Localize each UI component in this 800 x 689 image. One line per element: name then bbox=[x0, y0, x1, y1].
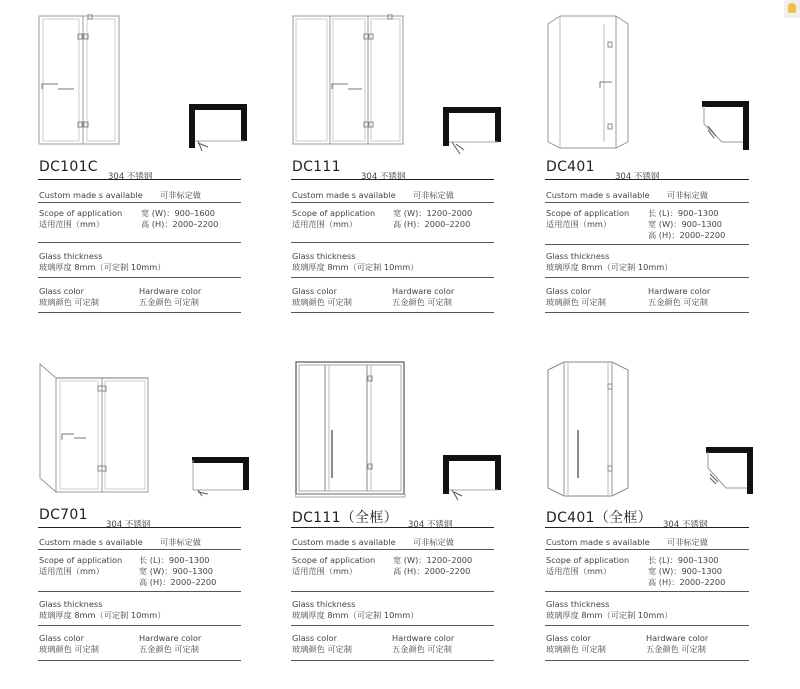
divider bbox=[38, 202, 241, 203]
divider bbox=[38, 527, 241, 528]
dimension-value: 高 (H)：2000–2200 bbox=[393, 219, 471, 229]
dimension-value: 高 (H)：2000–2200 bbox=[139, 577, 217, 587]
glass-thickness-value: 玻璃厚度 8mm（可定制 10mm） bbox=[546, 262, 673, 272]
dimension-value: 宽 (W)：1200–2000 bbox=[393, 555, 473, 565]
shower-front-drawing bbox=[546, 14, 630, 150]
dimension-value: 高 (H)：2000–2200 bbox=[648, 577, 726, 587]
divider bbox=[545, 179, 749, 180]
divider bbox=[291, 277, 494, 278]
divider bbox=[38, 179, 241, 180]
hardware-color-value: 五金颜色 可定制 bbox=[392, 297, 452, 307]
dimension-value: 高 (H)：2000–2200 bbox=[141, 219, 219, 229]
glass-color-label: Glass color bbox=[292, 633, 337, 643]
floor-plan-drawing bbox=[704, 446, 754, 496]
hardware-color-value: 五金颜色 可定制 bbox=[392, 644, 452, 654]
dimension-value: 宽 (W)：1200–2000 bbox=[393, 208, 473, 218]
divider bbox=[291, 202, 494, 203]
divider bbox=[545, 591, 749, 592]
divider bbox=[545, 312, 749, 313]
hardware-color-value: 五金颜色 可定制 bbox=[139, 297, 199, 307]
glass-color-label: Glass color bbox=[292, 286, 337, 296]
glass-color-label: Glass color bbox=[39, 633, 84, 643]
divider bbox=[545, 244, 749, 245]
scope-cn: 适用范围（mm） bbox=[546, 566, 612, 576]
divider bbox=[545, 527, 749, 528]
model-name: DC401（全框） bbox=[546, 510, 652, 526]
divider bbox=[38, 591, 241, 592]
hardware-color-label: Hardware color bbox=[139, 286, 202, 296]
scope-cn: 适用范围（mm） bbox=[292, 566, 358, 576]
model-name: DC111（全框） bbox=[292, 510, 398, 526]
shower-front-drawing bbox=[292, 14, 406, 146]
glass-color-label: Glass color bbox=[39, 286, 84, 296]
floor-plan-drawing bbox=[442, 454, 502, 504]
glass-thickness-value: 玻璃厚度 8mm（可定制 10mm） bbox=[39, 262, 166, 272]
material-label: 304 不锈钢 bbox=[408, 520, 453, 530]
floor-plan-drawing bbox=[442, 106, 502, 158]
divider bbox=[291, 242, 494, 243]
glass-thickness-label: Glass thickness bbox=[546, 251, 610, 261]
custom-made-label: Custom made s available bbox=[546, 190, 650, 200]
divider bbox=[291, 660, 494, 661]
custom-made-label: Custom made s available bbox=[39, 537, 143, 547]
divider bbox=[291, 179, 494, 180]
dimension-value: 宽 (W)：900–1300 bbox=[648, 566, 723, 576]
custom-made-label: Custom made s available bbox=[292, 190, 396, 200]
material-label: 304 不锈钢 bbox=[106, 520, 151, 530]
divider bbox=[291, 312, 494, 313]
model-name: DC111 bbox=[292, 159, 341, 175]
glass-color-value: 玻璃颜色 可定制 bbox=[546, 644, 606, 654]
material-label: 304 不锈钢 bbox=[615, 172, 660, 182]
shower-front-drawing bbox=[38, 362, 150, 496]
hardware-color-value: 五金颜色 可定制 bbox=[648, 297, 708, 307]
divider bbox=[291, 527, 494, 528]
glass-color-label: Glass color bbox=[546, 286, 591, 296]
glass-color-value: 玻璃颜色 可定制 bbox=[292, 297, 352, 307]
scope-label: Scope of application bbox=[546, 555, 630, 565]
scope-label: Scope of application bbox=[39, 555, 123, 565]
glass-thickness-value: 玻璃厚度 8mm（可定制 10mm） bbox=[546, 610, 673, 620]
scope-label: Scope of application bbox=[292, 555, 376, 565]
custom-made-label: Custom made s available bbox=[292, 537, 396, 547]
glass-color-value: 玻璃颜色 可定制 bbox=[39, 297, 99, 307]
divider bbox=[291, 549, 494, 550]
dimension-value: 宽 (W)：900–1300 bbox=[648, 219, 723, 229]
material-label: 304 不锈钢 bbox=[361, 172, 406, 182]
hardware-color-label: Hardware color bbox=[646, 633, 709, 643]
glass-thickness-label: Glass thickness bbox=[546, 599, 610, 609]
glass-thickness-label: Glass thickness bbox=[39, 599, 103, 609]
dimension-value: 宽 (W)：900–1600 bbox=[141, 208, 216, 218]
material-label: 304 不锈钢 bbox=[663, 520, 708, 530]
hardware-color-label: Hardware color bbox=[392, 286, 455, 296]
custom-made-cn: 可非标定做 bbox=[413, 537, 454, 547]
dimension-value: 高 (H)：2000–2200 bbox=[393, 566, 471, 576]
dimension-value: 长 (L)：900–1300 bbox=[648, 555, 719, 565]
shower-front-drawing bbox=[38, 14, 122, 146]
scope-label: Scope of application bbox=[292, 208, 376, 218]
custom-made-label: Custom made s available bbox=[39, 190, 143, 200]
glass-color-label: Glass color bbox=[546, 633, 591, 643]
hardware-color-label: Hardware color bbox=[392, 633, 455, 643]
glass-color-value: 玻璃颜色 可定制 bbox=[292, 644, 352, 654]
shower-front-drawing bbox=[295, 360, 407, 498]
floor-plan-drawing bbox=[700, 100, 752, 152]
custom-made-cn: 可非标定做 bbox=[667, 537, 708, 547]
glass-thickness-value: 玻璃厚度 8mm（可定制 10mm） bbox=[292, 610, 419, 620]
hardware-color-value: 五金颜色 可定制 bbox=[646, 644, 706, 654]
floor-plan-drawing bbox=[190, 456, 250, 498]
scope-cn: 适用范围（mm） bbox=[39, 219, 105, 229]
custom-made-cn: 可非标定做 bbox=[413, 190, 454, 200]
model-name: DC701 bbox=[39, 507, 88, 523]
divider bbox=[38, 277, 241, 278]
scope-label: Scope of application bbox=[546, 208, 630, 218]
dimension-value: 高 (H)：2000–2200 bbox=[648, 230, 726, 240]
glass-thickness-label: Glass thickness bbox=[39, 251, 103, 261]
divider bbox=[545, 549, 749, 550]
custom-made-label: Custom made s available bbox=[546, 537, 650, 547]
dimension-value: 长 (L)：900–1300 bbox=[648, 208, 719, 218]
hardware-color-label: Hardware color bbox=[139, 633, 202, 643]
custom-made-cn: 可非标定做 bbox=[160, 537, 201, 547]
dimension-value: 宽 (W)：900–1300 bbox=[139, 566, 214, 576]
glass-thickness-value: 玻璃厚度 8mm（可定制 10mm） bbox=[39, 610, 166, 620]
divider bbox=[545, 202, 749, 203]
divider bbox=[38, 660, 241, 661]
custom-made-cn: 可非标定做 bbox=[667, 190, 708, 200]
scope-cn: 适用范围（mm） bbox=[292, 219, 358, 229]
scope-cn: 适用范围（mm） bbox=[546, 219, 612, 229]
glass-thickness-label: Glass thickness bbox=[292, 599, 356, 609]
model-name: DC101C bbox=[39, 159, 98, 175]
divider bbox=[38, 312, 241, 313]
custom-made-cn: 可非标定做 bbox=[160, 190, 201, 200]
hardware-color-value: 五金颜色 可定制 bbox=[139, 644, 199, 654]
divider bbox=[545, 277, 749, 278]
scope-cn: 适用范围（mm） bbox=[39, 566, 105, 576]
dimension-value: 长 (L)：900–1300 bbox=[139, 555, 210, 565]
divider bbox=[545, 660, 749, 661]
glass-thickness-value: 玻璃厚度 8mm（可定制 10mm） bbox=[292, 262, 419, 272]
divider bbox=[38, 242, 241, 243]
floor-plan-drawing bbox=[188, 103, 248, 155]
divider bbox=[291, 591, 494, 592]
divider bbox=[38, 549, 241, 550]
glass-thickness-label: Glass thickness bbox=[292, 251, 356, 261]
model-name: DC401 bbox=[546, 159, 595, 175]
divider bbox=[545, 625, 749, 626]
glass-color-value: 玻璃颜色 可定制 bbox=[39, 644, 99, 654]
divider bbox=[38, 625, 241, 626]
scope-label: Scope of application bbox=[39, 208, 123, 218]
lightbulb-icon[interactable] bbox=[784, 0, 800, 18]
shower-front-drawing bbox=[546, 360, 632, 498]
glass-color-value: 玻璃颜色 可定制 bbox=[546, 297, 606, 307]
divider bbox=[291, 625, 494, 626]
material-label: 304 不锈钢 bbox=[108, 172, 153, 182]
hardware-color-label: Hardware color bbox=[648, 286, 711, 296]
